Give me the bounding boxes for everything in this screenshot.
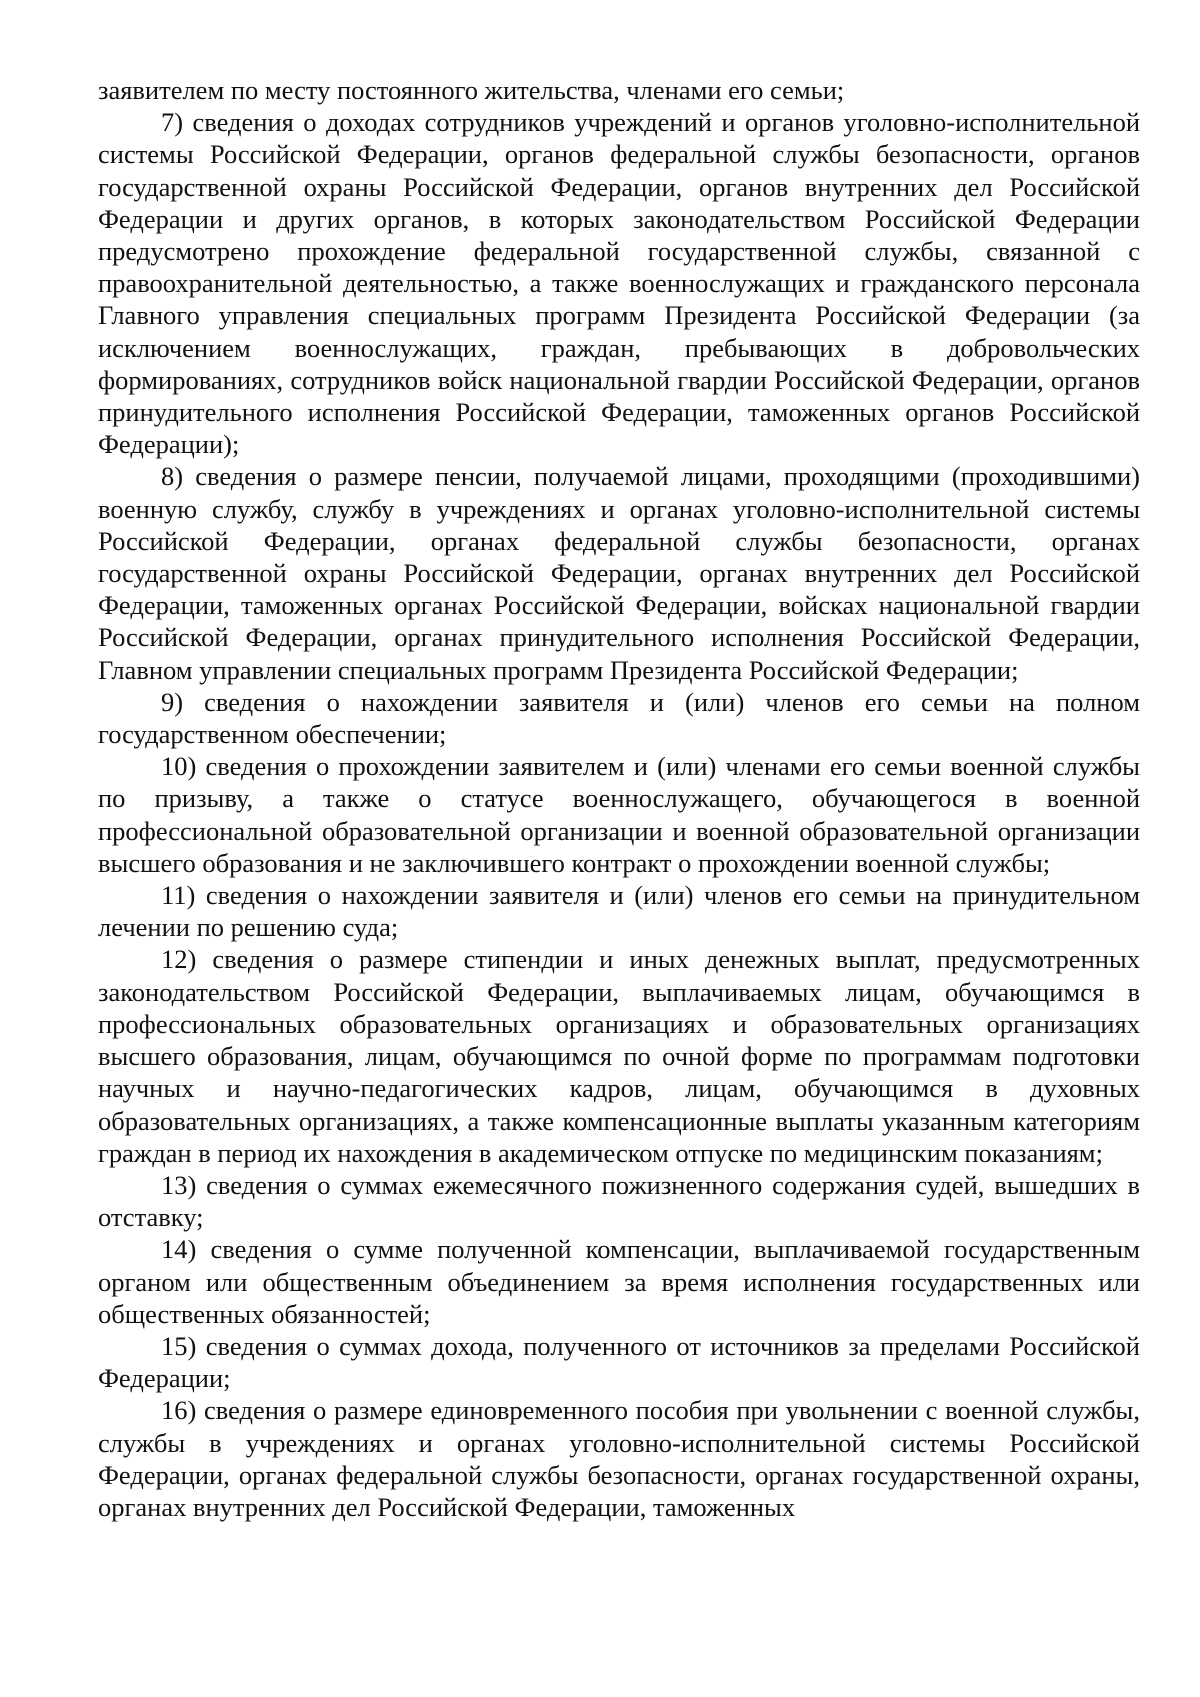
paragraph-item-11: 11) сведения о нахождении заявителя и (или) членов его семьи на принудительном лечении по решению суда;: [98, 880, 1140, 943]
paragraph-item-10: 10) сведения о прохождении заявителем и (или) членами его семьи военной службы по призыву, а также о статусе военнослужащего, обучающегося в военной профессиональной образовательной организации и военной образовательной организации высшего образования и не заключившего контракт о прохождении военной службы;: [98, 751, 1140, 878]
paragraph-item-15: 15) сведения о суммах дохода, полученного от источников за пределами Российской Федерации;: [98, 1330, 1140, 1394]
paragraph-item-14: 14) сведения о сумме полученной компенсации, выплачиваемой государственным органом или общественным объединением за время исполнения государственных или общественных обязанностей;: [98, 1234, 1140, 1329]
paragraph-item-7: 7) сведения о доходах сотрудников учреждений и органов уголовно-исполнительной системы Российской Федерации, органов федеральной службы безопасности, органов государственной охраны Российской Федерации, органов внутренних дел Российской Федерации и других органов, в которых законодательством Российской Федерации предусмотрено прохождение федеральной государственной службы, связанной с правоохранительной деятельностью, а также военнослужащих и гражданского персонала Главного управления специальных программ Президента Российской Федерации (за исключением военнослужащих, граждан, пребывающих в добровольческих формированиях, сотрудников войск национальной гвардии Российской Федерации, органов принудительного исполнения Российской Федерации, таможенных органов Российской Федерации);: [98, 107, 1140, 460]
document-body: [98, 74, 1140, 1523]
paragraph-item-13: 13) сведения о суммах ежемесячного пожизненного содержания судей, вышедших в отставку;: [98, 1169, 1140, 1233]
paragraph-item-8: 8) сведения о размере пенсии, получаемой лицами, проходящими (проходившими) военную службу, службу в учреждениях и органах уголовно-исполнительной системы Российской Федерации, органах федеральной службы безопасности, органах государственной охраны Российской Федерации, органах внутренних дел Российской Федерации, таможенных органах Российской Федерации, войсках национальной гвардии Российской Федерации, органах принудительного исполнения Российской Федерации, Главном управлении специальных программ Президента Российской Федерации;: [98, 461, 1140, 685]
paragraph-item-12: 12) сведения о размере стипендии и иных денежных выплат, предусмотренных законодательством Российской Федерации, выплачиваемых лицам, обучающимся в профессиональных образовательных организациях и образовательных организациях высшего образования, лицам, обучающимся по очной форме по программам подготовки научных и научно-педагогических кадров, лицам, обучающимся в духовных образовательных организациях, а также компенсационные выплаты указанным категориям граждан в период их нахождения в академическом отпуске по медицинским показаниям;: [98, 944, 1140, 1168]
paragraph-continuation: заявителем по месту постоянного жительства, членами его семьи;: [98, 75, 845, 105]
paragraph-item-9: 9) сведения о нахождении заявителя и (или) членов его семьи на полном государственном обеспечении;: [98, 686, 1140, 750]
paragraph-item-16: 16) сведения о размере единовременного пособия при увольнении с военной службы, службы в учреждениях и органах уголовно-исполнительной системы Российской Федерации, органах федеральной службы безопасности, органах государственной охраны, органах внутренних дел Российской Федерации, таможенных: [98, 1395, 1140, 1522]
